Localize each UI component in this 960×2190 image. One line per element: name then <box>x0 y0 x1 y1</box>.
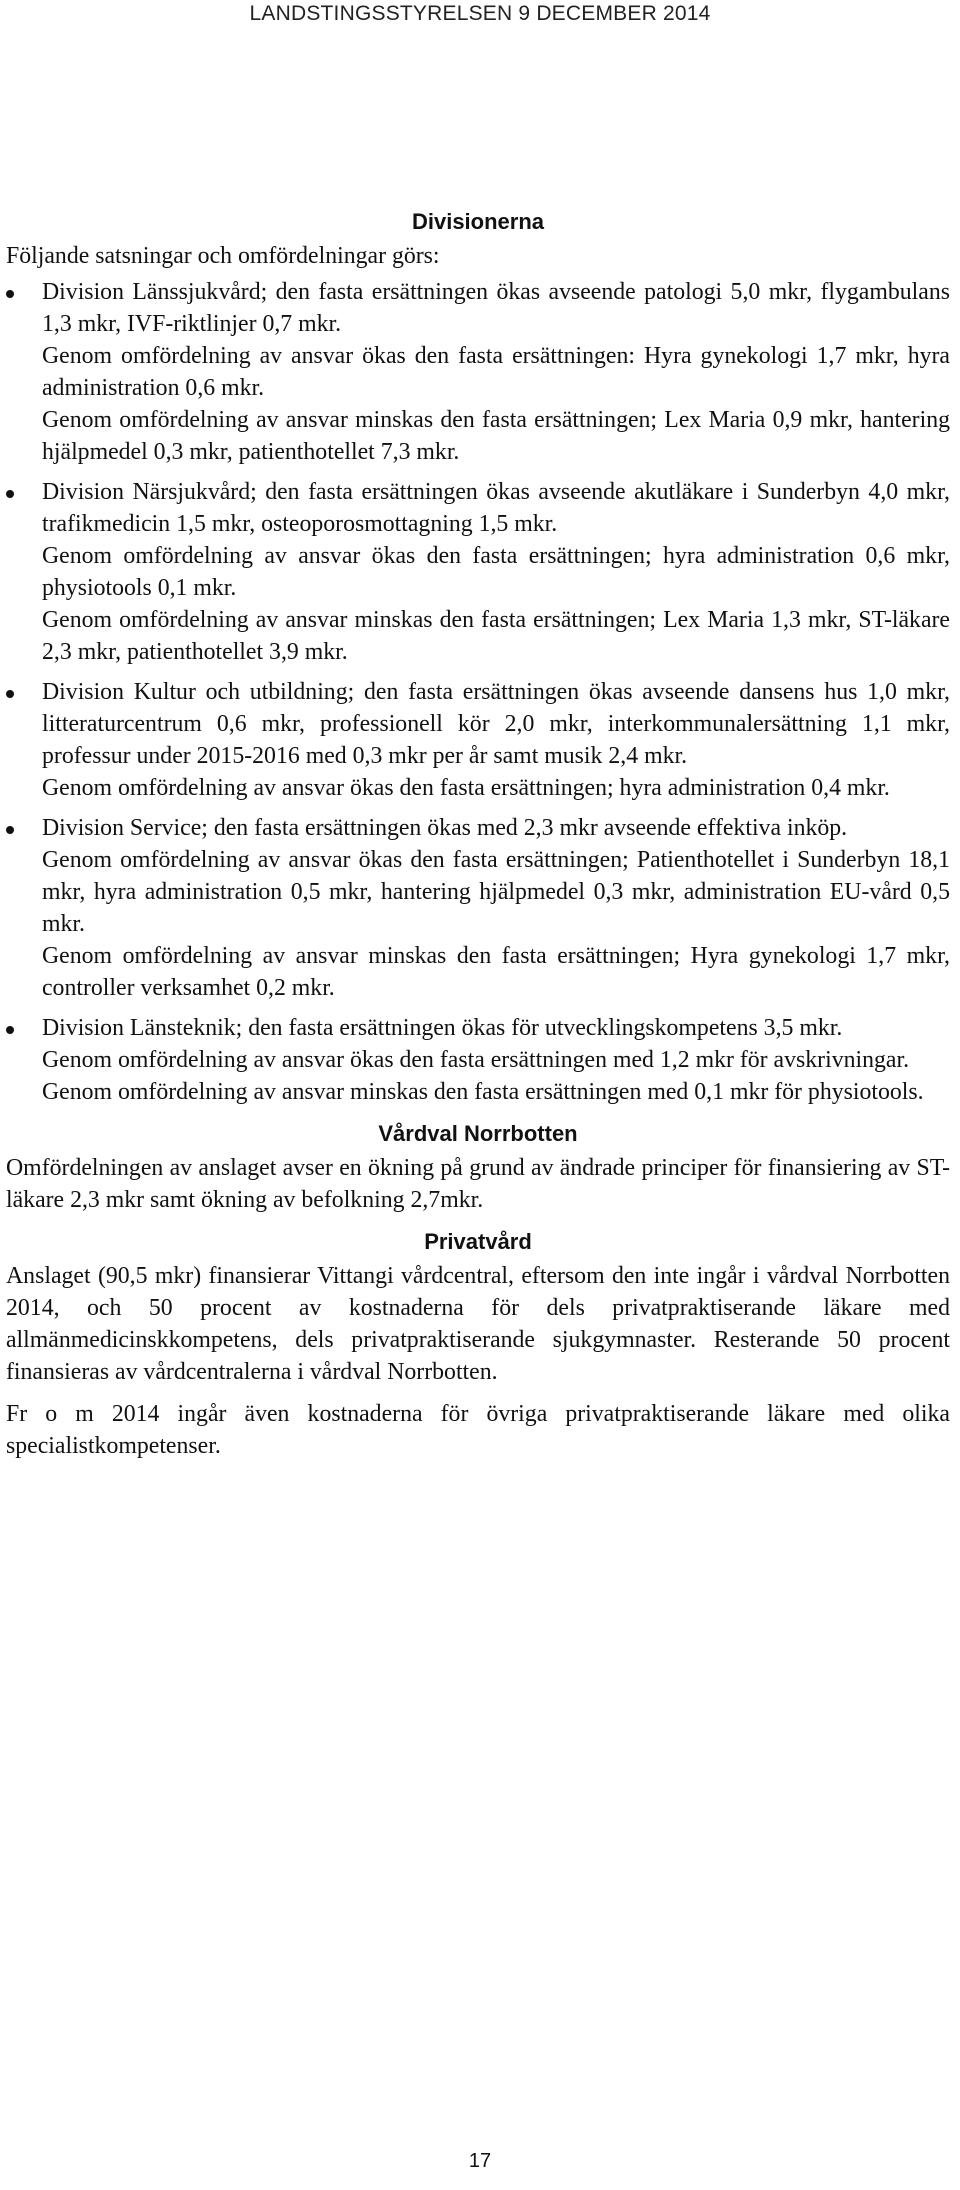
list-item-text: Genom omfördelning av ansvar minskas den fasta ersättningen; Lex Maria 1,3 mkr, ST-läkare 2,3 mkr, patienthotellet 3,9 mkr. <box>42 607 950 665</box>
section-heading-vardval: Vårdval Norrbotten <box>378 1121 578 1146</box>
document-body <box>6 204 950 1462</box>
list-item-kultur-och-utbildning <box>6 676 950 804</box>
list-item-text: Division Länsteknik; den fasta ersättningen ökas för utvecklingskompetens 3,5 mkr. <box>42 1015 843 1041</box>
bullet-icon <box>6 1026 14 1034</box>
list-item-text: Division Närsjukvård; den fasta ersättningen ökas avseende akutläkare i Sunderbyn 4,0 mkr, trafikmedicin 1,5 mkr, osteoporosmottagning 1,5 mkr. <box>42 479 950 537</box>
list-item-text: Genom omfördelning av ansvar minskas den fasta ersättningen med 0,1 mkr för physiotools. <box>42 1079 924 1105</box>
list-item-text: Genom omfördelning av ansvar minskas den fasta ersättningen; Hyra gynekologi 1,7 mkr, controller verksamhet 0,2 mkr. <box>42 943 950 1001</box>
section-heading-privatvard: Privatvård <box>424 1229 532 1254</box>
list-item-text: Genom omfördelning av ansvar ökas den fasta ersättningen; Patienthotellet i Sunderbyn 18,1 mkr, hyra administration 0,5 mkr, hantering hjälpmedel 0,3 mkr, administration EU-vård 0,5 mkr. <box>42 847 950 937</box>
bullet-icon <box>6 490 14 498</box>
list-item-narsjukvard <box>6 476 950 668</box>
page-header: LANDSTINGSSTYRELSEN 9 DECEMBER 2014 <box>249 2 711 25</box>
bullet-icon <box>6 690 14 698</box>
list-item-text: Division Kultur och utbildning; den fasta ersättningen ökas avseende dansens hus 1,0 mkr, litteraturcentrum 0,6 mkr, professionell kör 2,0 mkr, interkommunalersättning 1,1 mkr, professur under 2015-2016 med 0,3 mkr per år samt musik 2,4 mkr. <box>42 679 950 769</box>
list-item-text: Genom omfördelning av ansvar ökas den fasta ersättningen; hyra administration 0,6 mkr, physiotools 0,1 mkr. <box>42 543 950 601</box>
bullet-icon <box>6 826 14 834</box>
list-item-text: Division Länssjukvård; den fasta ersättningen ökas avseende patologi 5,0 mkr, flygambulans 1,3 mkr, IVF-riktlinjer 0,7 mkr. <box>42 279 950 337</box>
list-item-text: Division Service; den fasta ersättningen ökas med 2,3 mkr avseende effektiva inköp. <box>42 815 848 841</box>
list-item-text: Genom omfördelning av ansvar minskas den fasta ersättningen; Lex Maria 0,9 mkr, hantering hjälpmedel 0,3 mkr, patienthotellet 7,3 mkr. <box>42 407 950 465</box>
list-item-text: Genom omfördelning av ansvar ökas den fasta ersättningen: Hyra gynekologi 1,7 mkr, hyra administration 0,6 mkr. <box>42 343 950 401</box>
privatvard-paragraph: Anslaget (90,5 mkr) finansierar Vittangi vårdcentral, eftersom den inte ingår i vårdval Norrbotten 2014, och 50 procent av kostnaderna för dels privatpraktiserande läkare med allmänmedicinskkompetens, dels privatpraktiserande sjukgymnaster. Resterande 50 procent finansieras av vårdcentralerna i vårdval Norrbotten. <box>6 1263 950 1385</box>
page-number: 17 <box>468 2150 492 2172</box>
list-item-lansteknik <box>6 1012 950 1108</box>
list-item-lanssjukvard <box>6 276 950 468</box>
intro-text: Följande satsningar och omfördelningar görs: <box>6 243 440 269</box>
list-item-text: Genom omfördelning av ansvar ökas den fasta ersättningen med 1,2 mkr för avskrivningar. <box>42 1047 910 1073</box>
list-item-text: Genom omfördelning av ansvar ökas den fasta ersättningen; hyra administration 0,4 mkr. <box>42 775 890 801</box>
vardval-text: Omfördelningen av anslaget avser en ökning på grund av ändrade principer för finansiering av ST-läkare 2,3 mkr samt ökning av befolkning 2,7mkr. <box>6 1155 950 1213</box>
division-list <box>6 276 950 1108</box>
privatvard-paragraph: Fr o m 2014 ingår även kostnaderna för övriga privatpraktiserande läkare med olika specialistkompetenser. <box>6 1401 950 1459</box>
list-item-service <box>6 812 950 1004</box>
bullet-icon <box>6 290 14 298</box>
section-heading-divisionerna: Divisionerna <box>411 209 545 234</box>
